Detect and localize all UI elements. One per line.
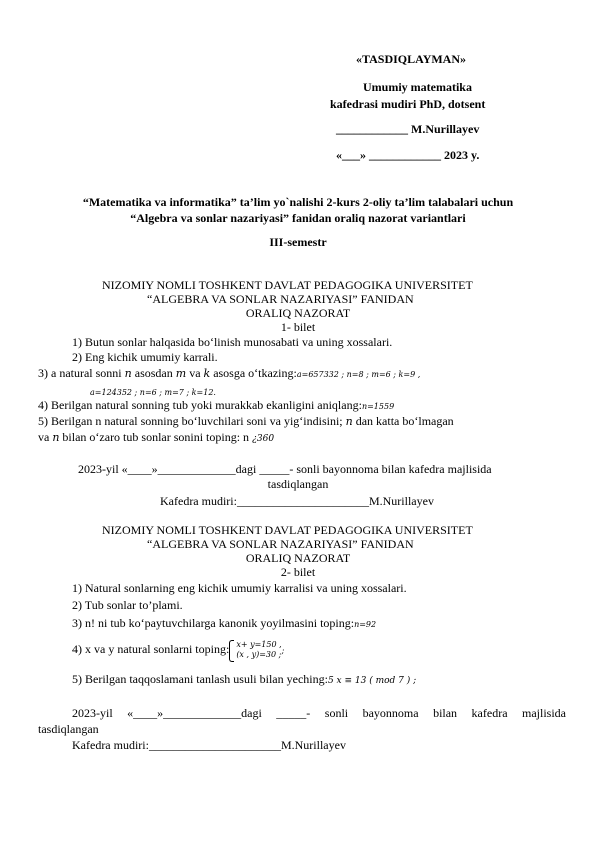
ticket1-q3-text-post: asosga o‘tkazing:	[213, 366, 297, 380]
ticket1-q3-text-pre: 3) a natural sonni	[38, 366, 122, 380]
ticket1-q5-text-post: dan katta bo‘lmagan	[355, 414, 454, 428]
brace-icon	[229, 640, 234, 662]
ticket1-footer-line-1: 2023-yil «____»_____________dagi _____- sonli bayonnoma bilan kafedra majlisida	[78, 462, 492, 476]
ticket1-q5-l2-pre: va	[38, 430, 50, 444]
ticket1-footer-line-2: tasdiqlangan	[267, 477, 329, 491]
approval-date-line: «___» ____________ 2023 y.	[336, 148, 480, 162]
ticket1-university: NIZOMIY NOMLI TOSHKENT DAVLAT PEDAGOGIKA UNIVERSITET	[102, 278, 473, 292]
ticket2-question-3	[72, 616, 376, 632]
ticket2-footer-line-3: Kafedra mudiri:______________________M.Nurillayev	[72, 738, 346, 752]
approval-line-1: Umumiy matematika	[363, 80, 472, 94]
ticket2-subject: “ALGEBRA VA SONLAR NAZARIYASI” FANIDAN	[147, 537, 414, 551]
ticket2-q3-text: 3) n! ni tub ko‘paytuvchilarga kanonik yoyilmasini toping:	[72, 616, 355, 630]
ticket2-q4-text: 4) x va y natural sonlarni toping:	[72, 641, 230, 656]
ticket1-question-3	[38, 366, 420, 382]
ticket2-number: 2- bilet	[280, 565, 316, 579]
ticket2-question-2: 2) Tub sonlar to’plami.	[72, 598, 183, 612]
ticket2-q5-math: 5 x ≡ 13 ( mod 7 ) ;	[327, 676, 417, 686]
ticket1-q5-var-n: n	[345, 415, 353, 428]
ticket1-question-1: 1) Butun sonlar halqasida bo‘linish munosabati va uning xossalari.	[72, 335, 393, 349]
ticket1-exam-title: ORALIQ NAZORAT	[245, 306, 351, 320]
heading-line-1: “Matematika va informatika” ta’lim yo`nalishi 2-kurs 2-oliy ta’lim talabalari uchun	[82, 195, 514, 209]
ticket2-q5-text: 5) Berilgan taqqoslamani tanlash usuli bilan yeching:	[72, 672, 328, 686]
ticket2-footer-line-1: 2023-yil «____»_____________dagi _____- sonli bayonnoma bilan kafedra majlisida	[72, 706, 566, 720]
ticket1-footer-line-3: Kafedra mudiri:______________________M.Nurillayev	[160, 494, 434, 508]
ticket1-q3-var-n: n	[124, 367, 132, 380]
ticket2-question-4	[72, 640, 284, 660]
ticket2-q3-math: n=92	[354, 620, 377, 629]
ticket1-q3-var-m: m	[175, 367, 187, 380]
semester-label: III-semestr	[269, 235, 327, 249]
ticket1-question-5-line-2	[38, 430, 274, 446]
ticket2-q4-eq-1: x+ y=150 ,	[236, 640, 282, 649]
ticket1-q5-math: ¿360	[252, 434, 275, 444]
ticket2-q4-tail: ;	[281, 645, 285, 655]
ticket1-question-4	[38, 398, 394, 414]
ticket2-footer-line-2: tasdiqlangan	[38, 722, 99, 736]
ticket2-exam-title: ORALIQ NAZORAT	[245, 551, 351, 565]
ticket2-q4-eq-2: (x , y)=30 ;	[236, 650, 282, 659]
approval-signature-line: ____________ M.Nurillayev	[336, 122, 480, 136]
ticket2-university: NIZOMIY NOMLI TOSHKENT DAVLAT PEDAGOGIKA UNIVERSITET	[102, 523, 473, 537]
ticket1-q4-text: 4) Berilgan natural sonning tub yoki murakkab ekanligini aniqlang:	[38, 398, 362, 412]
approval-title: «TASDIQLAYMAN»	[356, 52, 467, 66]
ticket1-q3-text-mid1: asosdan	[134, 366, 173, 380]
ticket1-q3-math-2: a=124352 ; n=6 ; m=7 ; k=12.	[90, 388, 216, 397]
heading-line-2: “Algebra va sonlar nazariyasi” fanidan oraliq nazorat variantlari	[130, 211, 466, 225]
ticket2-question-5	[72, 672, 416, 688]
ticket1-question-2: 2) Eng kichik umumiy karrali.	[72, 350, 218, 364]
ticket1-q3-math-1: a=657332 ; n=8 ; m=6 ; k=9 ,	[296, 370, 421, 379]
ticket1-q3-text-mid2: va	[189, 366, 201, 380]
ticket1-number: 1- bilet	[280, 320, 316, 334]
approval-line-2: kafedrasi mudiri PhD, dotsent	[330, 97, 486, 111]
ticket1-subject: “ALGEBRA VA SONLAR NAZARIYASI” FANIDAN	[147, 292, 414, 306]
ticket1-q5-text-pre: 5) Berilgan n natural sonning bo‘luvchilari soni va yig‘indisini;	[38, 414, 343, 428]
ticket1-q5-l2-post: bilan o‘zaro tub sonlar sonini toping: n	[62, 430, 250, 444]
ticket1-q3-var-k: k	[203, 367, 211, 380]
ticket1-question-5	[38, 414, 454, 429]
ticket1-q4-math: n=1559	[361, 402, 395, 411]
ticket2-question-1: 1) Natural sonlarning eng kichik umumiy karralisi va uning xossalari.	[72, 581, 407, 595]
ticket2-q4-system	[229, 640, 281, 660]
ticket1-q5-l2-var-n: n	[52, 431, 60, 444]
